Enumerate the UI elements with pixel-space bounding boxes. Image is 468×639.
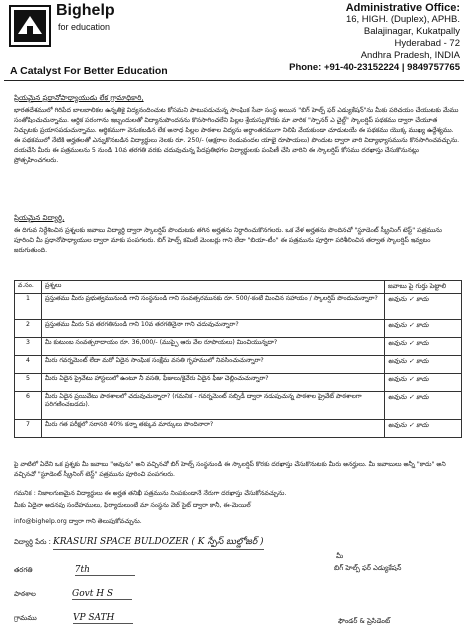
office-address: [289, 2, 460, 74]
contact-note: మీకు ఏదైనా అదనపు సందేహములు, ఫిర్యాదులుంటే మా సంస్థను వెబ్ సైట్ ద్వారా కానీ, ఈ-మెయిల్: [14, 502, 251, 509]
row-number: 6: [15, 392, 42, 420]
school-value[interactable]: Govt H S: [72, 589, 132, 600]
row-number: 4: [15, 356, 42, 374]
answer-mark: అవును ✓ కాదు: [385, 294, 462, 320]
address-line: Hyderabad - 72: [394, 38, 460, 49]
table-row: [15, 392, 462, 420]
question-text: మీరు గత పరీక్షలో సరాసరి 40% కన్నా తక్కువ మార్కులు పొందినారా?: [42, 420, 385, 438]
address-line: Balajinagar, Kukatpally: [363, 26, 460, 37]
eligibility-note: పై వాటిలో ఏదేని ఒక ప్రశ్నకు మీ జవాబు "అవును" అని వచ్చినచో బిగ్ హెల్ప్ సంస్థనుండి ఈ స్కాలర్షిప్ కొరకు దరఖాస్తు చేసుకొనుటకు మీరు అనర్హులు. మీ జవాబులు అన్నీ "కాదు" అని వచ్చినచో "స్టూడెంట్ స్క్రీనింగ్ టెస్ట్" పత్రమును పూరించి పంపగలరు.: [14, 461, 446, 478]
class-label: తరగతి: [14, 566, 33, 574]
school-row: [14, 589, 132, 600]
row-number: 3: [15, 338, 42, 356]
student-name-label: విద్యార్థి పేరు :: [14, 538, 51, 546]
table-row: [15, 320, 462, 338]
letter-body: భారతదేశములో గిరిపేద బాలబాలికల ఉన్నతికై విద్యనందించుట కోసమని పాటుపడుచున్న సాంఘిక సేవా సంస్థ అయిన "బిగ్ హెల్ప్ ఫర్ ఎడ్యుకేషన్"ను మీకు పరిచయం చేయుటకు మేము సంతోషించుచున్నాము. ఆర్థిక పరంగాను ఇబ్బందులతో విద్యానుపొందనను కొనసాగించలేని పిల్లల శ్రేయస్సుకొరకు మా వారిక "స్పానర్ ఎ చైల్డ్" స్కాలర్షిప్ పథకము ద్వారా చేయూత నిచ్చుటకు ప్రయాసపడుచున్నాము. ఆర్థికముగా వెనుకబడిన లేక అనాధ పిల్లల పాఠశాల విద్యను అర్ధాంతరముగా నిలిపి వేయకుండా చూడుటయే ఈ పథకము యొక్క ముఖ్య ఉద్దేశ్యము. ఈ పథకములో నేటికి అర్హతలతో ఎన్నుకొనబడిన విద్యార్థులు నెలకు రూ. 250/- (అక్షరాల రెండువందల యాభై రూపాయలు) పొందుట ద్వారా వారి విద్యాభ్యాసమును కొనసాగించవచ్చును. దయచేసి మీరు ఈ పత్రములను 5 నుండి 10వ తరగతి వరకు చదువుచున్న పేదప్రతిభగల విద్యార్థులకు పంపిణీ చేసి వారిని ఈ స్కాలర్షిప్ కోసము దరఖాస్తు చేసుకొనునట్లు ప్రోత్సహించగలరు.: [14, 107, 460, 164]
question-text: ప్రస్తుతము మీరు ప్రభుత్వమునుండి గాని సంస్థనుండి గాని సంవత్సరమునకు రూ. 500/-కంటే మించిన సహాయం / స్కాలర్షిప్ పొందుచున్నారా?: [42, 294, 385, 320]
signature-title: ఫౌండర్ & ప్రెసిడెంట్: [338, 617, 391, 625]
table-row: [15, 420, 462, 438]
bighelp-logo-icon: [8, 4, 52, 48]
student-name-value[interactable]: KRASURI SPACE BULDOZER ( K స్పేస్ బుల్డోజర్ ): [53, 537, 264, 550]
tagline: A Catalyst For Better Education: [10, 65, 168, 77]
table-row: [15, 356, 462, 374]
address-line: Andhra Pradesh, INDIA: [360, 50, 460, 61]
salutation: ప్రియమైన ప్రధానోపాధ్యాయుడు లేక గ్రామాధికారి,: [14, 94, 144, 102]
village-value[interactable]: VP SATH: [73, 613, 133, 624]
student-body: ఈ దిగువ నిర్దేశించిన ప్రశ్నలకు జవాబు విద్యార్థి ద్వారా స్కాలర్షిప్ పొందుటకు తగిన అర్హతను నిర్ధారించుకొనగలరు. ఒక వేళ అర్హతను పొందినచో "స్టూడెంట్ స్క్రీనింగ్ టెస్ట్" పత్రమును పూరించి మీ ప్రధానోపాధ్యాయుల ద్వారా మాకు పంపగలరు. బిగ్ హెల్ప్ కమిటీ మెంబర్లు గాని లేదా "బియా-టీం" ఈ పత్రమును పూర్తిగా పరిశీలించిన తర్వాత స్కాలర్షిప్ ఇవ్వటం జరుగుతుంది.: [14, 227, 442, 254]
office-title: Administrative Office:: [345, 2, 460, 14]
phone-number: Phone: +91-40-23152224 | 9849757765: [289, 62, 460, 73]
table-header: [15, 281, 462, 294]
answer-mark: అవును ✓ కాదు: [385, 320, 462, 338]
school-label: పాఠశాల: [14, 590, 36, 598]
student-name-row: [14, 537, 264, 550]
table-row: [15, 374, 462, 392]
row-number: 7: [15, 420, 42, 438]
screening-table: [14, 280, 462, 438]
header-divider: [4, 80, 464, 81]
class-value[interactable]: 7th: [75, 565, 135, 576]
header-cell: ప్రశ్నలు: [42, 281, 385, 294]
header-cell: జవాబు పై గుర్తు పెట్టాలి: [385, 281, 462, 294]
question-text: మీరు గవర్నమెంట్ లేదా మరో ఏదైన సాంఘిక సంక్షేమ వసతి గృహములో నివసించుచున్నారా?: [42, 356, 385, 374]
row-number: 5: [15, 374, 42, 392]
remark-note: గమనిక : నిజాలగుణమైన విద్యార్థులు ఈ అర్హత తనిఖీ పత్రమును నింపకుండానే నేరుగా దరఖాస్తు చేసుకోనవచ్చును.: [14, 490, 287, 497]
question-text: మీరు ఏదైన ప్రయివేటు పాఠశాలలో చదువుచున్నారా? (గమనిక - గవర్నమెంట్ సబ్సిడీ ద్వారా నడుపుచున్న పాఠశాల ప్రైవేట్ పాఠశాలగా పరిగణించబడదు).: [42, 392, 385, 420]
brand-subtitle: for education: [58, 22, 111, 32]
row-number: 1: [15, 294, 42, 320]
question-text: ప్రస్తుతము మీరు 5వ తరగతినుండి గాని 10వ తరగతినైనా గాని చదువుచున్నారా?: [42, 320, 385, 338]
answer-mark: అవును ✓ కాదు: [385, 338, 462, 356]
answer-mark: అవును ✓ కాదు: [385, 374, 462, 392]
student-salutation: ప్రియమైన విద్యార్థి,: [14, 214, 65, 222]
signature-greeting: మీ: [336, 552, 344, 560]
row-number: 2: [15, 320, 42, 338]
answer-mark: అవును ✓ కాదు: [385, 420, 462, 438]
header-cell: వ.సం.: [15, 281, 42, 294]
email-note: info@bighelp.org ద్వారా గాని తెలుపుకోవచ్చును.: [14, 518, 142, 525]
table-row: [15, 338, 462, 356]
class-row: [14, 565, 135, 576]
answer-mark: అవును ✓ కాదు: [385, 392, 462, 420]
village-row: [14, 613, 133, 624]
table-row: [15, 294, 462, 320]
signature-org: బిగ్ హెల్ప్ ఫర్ ఎడ్యుకేషన్: [334, 564, 402, 572]
question-text: మీ కుటుంబ సంవత్సరాదాయం రూ. 36,000/- (ముప్పై ఆరు వేల రూపాయలు) మించియున్నదా?: [42, 338, 385, 356]
brand-name: Bighelp: [56, 2, 115, 19]
question-text: మీరు ఏదైన ప్రైవేటు హాస్టలులో ఉంటూ నీ వసతి, ఫీజులు/కైవేరు ఏదైన ఫీజు చెల్లించుచున్నారా?: [42, 374, 385, 392]
address-line: 16, HIGH. (Duplex), APHB.: [345, 14, 460, 25]
answer-mark: అవును ✓ కాదు: [385, 356, 462, 374]
village-label: గ్రామము: [14, 614, 37, 622]
